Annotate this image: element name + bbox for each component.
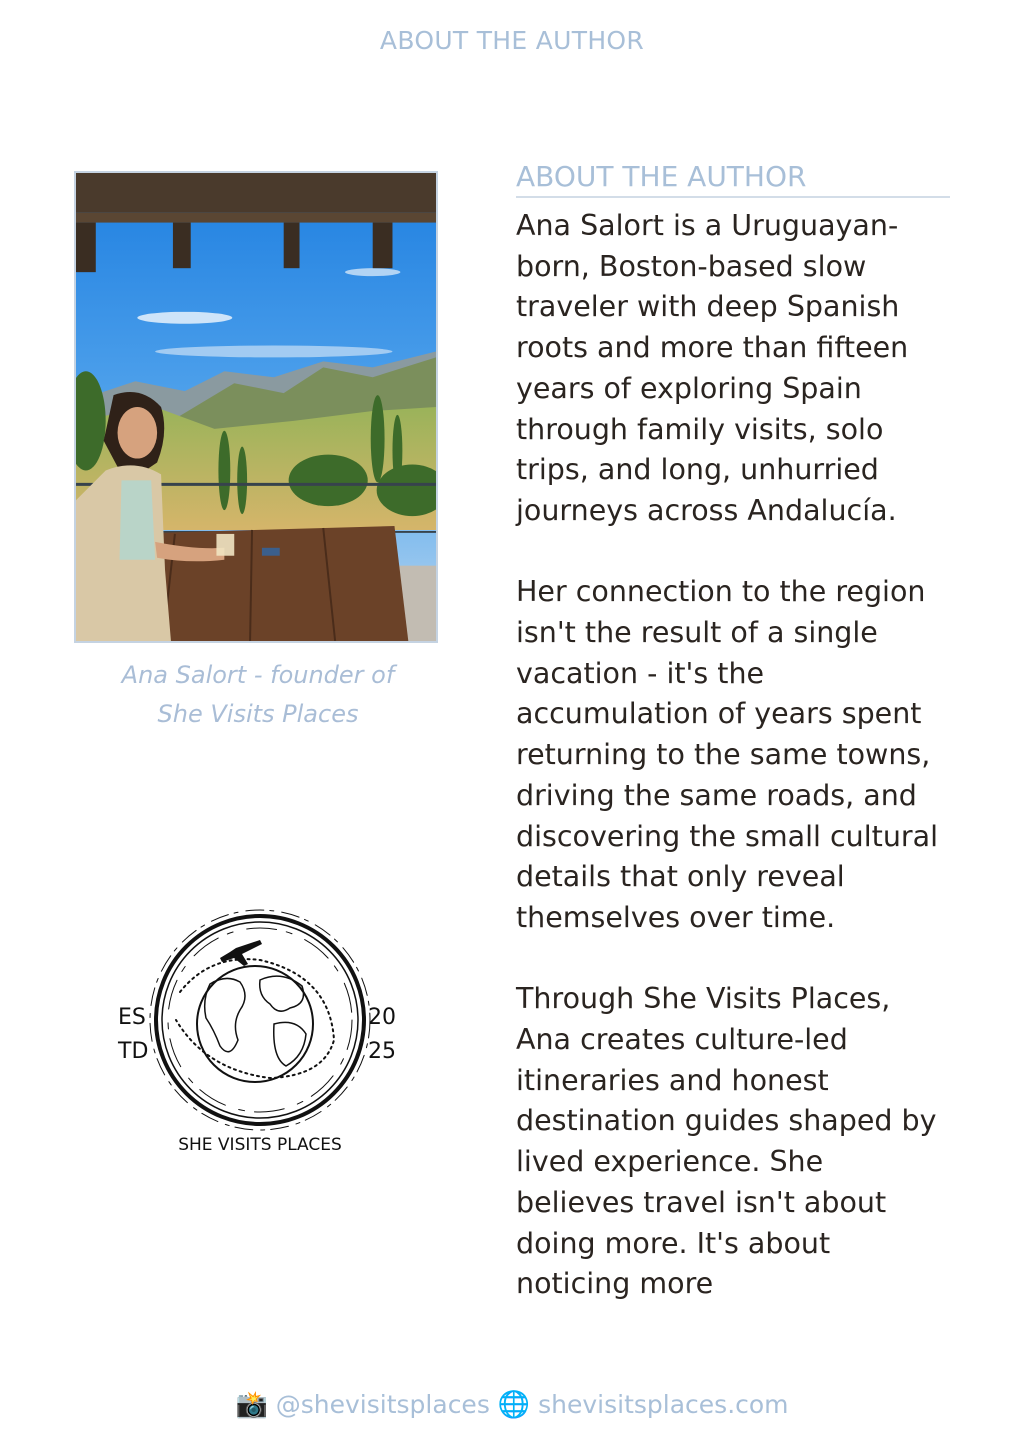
website-link[interactable]: shevisitsplaces.com (538, 1390, 789, 1419)
logo-year-part-1: 20 (368, 1005, 396, 1030)
caption-line-2: She Visits Places (157, 700, 359, 728)
logo-year-part-2: 25 (368, 1039, 396, 1064)
camera-icon: 📸 (235, 1390, 268, 1420)
about-section-title: ABOUT THE AUTHOR (516, 160, 950, 198)
logo-es-text: ES (118, 1005, 146, 1030)
logo-td-text: TD (118, 1039, 149, 1064)
about-paragraph-1: Ana Salort is a Uruguayan-born, Boston-based slow traveler with deep Spanish roots and more than fifteen years of exploring Spain through family visits, solo trips, and long, unhurried journeys across Andalucía. (516, 209, 909, 527)
about-paragraph-3: Through She Visits Places, Ana creates culture-led itineraries and honest destination guides shaped by lived experience. She believes travel isn't about doing more. It's about noticing more (516, 982, 937, 1301)
page-header-title: ABOUT THE AUTHOR (379, 26, 645, 55)
instagram-handle-link[interactable]: @shevisitsplaces (275, 1390, 490, 1419)
logo-name-text: SHE VISITS PLACES (178, 1135, 342, 1155)
caption-line-1: Ana Salort - founder of (121, 661, 395, 689)
globe-icon: 🌐 (497, 1390, 531, 1420)
footer-links (0, 1390, 1024, 1420)
photo-caption (74, 656, 442, 734)
about-paragraph-2: Her connection to the region isn't the result of a single vacation - it's the accumulation of years spent returning to the same towns, driving the same roads, and discovering the small cultural details that only reveal themselves over time. (516, 575, 939, 934)
she-visits-places-logo (110, 900, 410, 1170)
about-body (516, 206, 946, 1346)
author-photo (74, 171, 438, 643)
